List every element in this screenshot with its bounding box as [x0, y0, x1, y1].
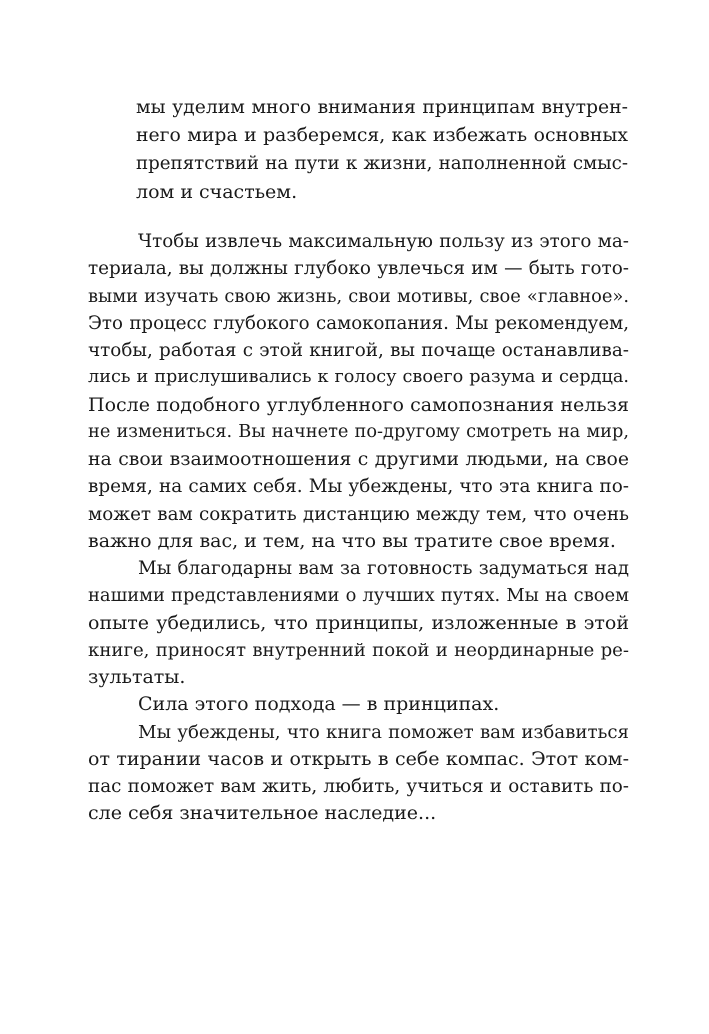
text-line: После подобного углубленного самопознания нельзя — [88, 393, 629, 416]
text-line: выми изучать свою жизнь, свои мотивы, свое «главное». — [88, 285, 629, 307]
text-line: зультаты. — [88, 666, 186, 688]
text-line: Чтобы извлечь максимальную пользу из этого ма- — [138, 231, 629, 252]
text-line: пас поможет вам жить, любить, учиться и оставить по- — [88, 776, 629, 797]
text-line: лом и счастьем. — [136, 181, 298, 203]
text-line: Сила этого подхода — в принципах. — [138, 693, 500, 716]
text-line: книге, приносят внутренний покой и неординарные ре- — [88, 639, 629, 661]
text-line: не измениться. Вы начнете по-другому смотреть на мир, — [88, 421, 629, 442]
body-text — [88, 228, 629, 828]
text-line: чтобы, работая с этой книгой, вы почаще останавлива- — [88, 340, 629, 361]
text-line: препятствий на пути к жизни, наполненной смыс- — [136, 153, 628, 174]
text-line: может вам сократить дистанцию между тем, что очень — [88, 503, 629, 525]
text-line: мы уделим много внимания принципам внутрен- — [136, 97, 628, 118]
text-line: сле себя значительное наследие... — [88, 802, 437, 825]
text-line: него мира и разберемся, как избежать основных — [136, 125, 628, 146]
text-line: от тирании часов и открыть в себе компас. Этот ком- — [88, 747, 629, 770]
indented-passage — [136, 94, 628, 206]
text-line: Это процесс глубокого самокопания. Мы рекомендуем, — [88, 312, 629, 334]
text-line: Мы убеждены, что книга поможет вам избавиться — [138, 721, 629, 743]
text-line: на свои взаимоотношения с другими людьми, на свое — [88, 449, 629, 470]
text-line: нашими представлениями о лучших путях. Мы на своем — [88, 585, 629, 607]
text-line: опыте убедились, что принципы, изложенные в этой — [88, 611, 629, 634]
text-line: териала, вы должны глубоко увлечься им — быть гото- — [88, 258, 629, 280]
text-line: лись и прислушивались к голосу своего разума и сердца. — [88, 367, 629, 388]
text-line: важно для вас, и тем, на что вы тратите свое время. — [88, 529, 616, 552]
text-line: Мы благодарны вам за готовность задуматься над — [138, 558, 629, 579]
text-line: время, на самих себя. Мы убеждены, что эта книга по- — [88, 476, 629, 498]
